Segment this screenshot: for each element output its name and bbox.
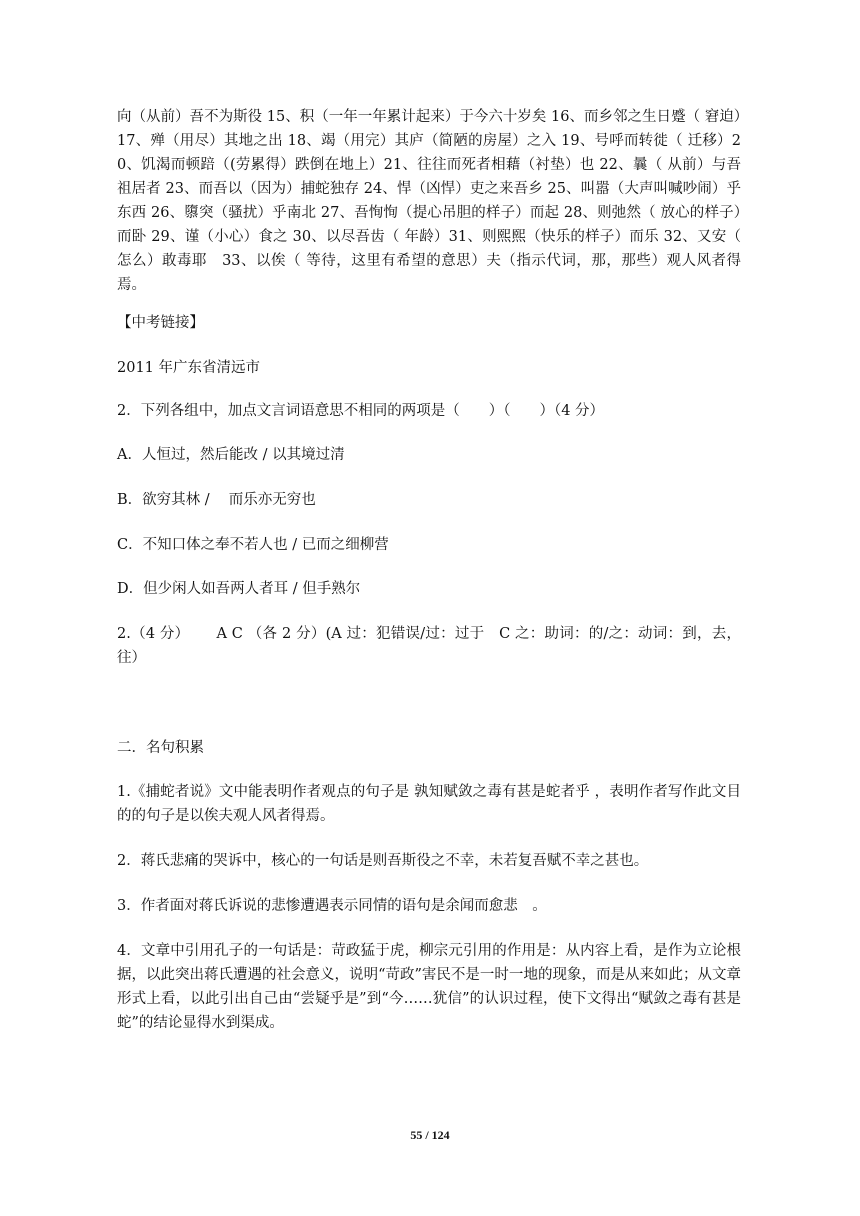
quote-item-2: 2．蒋氏悲痛的哭诉中，核心的一句话是则吾斯役之不幸，未若复吾赋不幸之甚也。: [117, 853, 649, 869]
option-b: B．欲穷其林 / 而乐亦无穷也: [117, 492, 316, 508]
quote-item-3: 3．作者面对蒋氏诉说的悲惨遭遇表示同情的语句是余闻而愈悲 。: [117, 898, 547, 914]
vocabulary-notes: 向（从前）吾不为斯役 15、积（一年一年累计起来）于今六十岁矣 16、而乡邻之生日蹙（ 窘迫）17、殚（用尽）其地之出 18、竭（用完）其庐（简陋的房屋）之入 19、号呼而转徙（ 迁移）20、饥渴而顿踣（(劳累得）跌倒在地上）21、往往而死者相藉（衬垫）也 22、曩（ 从前）与吾祖居者 23、而吾以（因为）捕蛇独存 24、悍（凶悍）吏之来吾乡 25、叫嚣（大声叫喊吵闹）乎东西 26、隳突（骚扰）乎南北 27、吾恂恂（提心吊胆的样子）而起 28、则弛然（ 放心的样子）而卧 29、谨（小心）食之 30、以尽吾齿（ 年龄）31、则熙熙（快乐的样子）而乐 32、又安（ 怎么）敢毒耶 33、以俟（ 等待，这里有希望的意思）夫（指示代词，那，那些）观人风者得焉。: [117, 109, 741, 293]
option-c: C．不知口体之奉不若人也 / 已而之细柳营: [117, 537, 389, 553]
exam-source: 2011 年广东省清远市: [117, 360, 261, 376]
question-text: 2．下列各组中，加点文言词语意思不相同的两项是（ ）（ ）（4 分）: [117, 403, 605, 419]
quote-item-4: 4．文章中引用孔子的一句话是：苛政猛于虎，柳宗元引用的作用是：从内容上看，是作为立论根据，以此突出蒋氏遭遇的社会意义，说明“苛政”害民不是一时一地的现象，而是从来如此；从文章形式上看，以此引出自己由“尝疑乎是”到“今……犹信”的认识过程，使下文得出“赋敛之毒有甚是蛇”的结论显得水到渠成。: [117, 943, 741, 1031]
page-number: 55 / 124: [410, 1128, 450, 1142]
answer-text: 2.（4 分） A C （各 2 分）(A 过：犯错误/过：过于 C 之：助词：的/之：动词：到，去，往）: [117, 626, 741, 666]
option-a: A．人恒过，然后能改 / 以其境过清: [117, 447, 345, 463]
section-heading-exam-link: 【中考链接】: [117, 315, 204, 331]
option-d: D．但少闲人如吾两人者耳 / 但手熟尔: [117, 581, 361, 597]
section-heading-quotes: 二．名句积累: [117, 740, 204, 756]
quote-item-1: 1.《捕蛇者说》文中能表明作者观点的句子是 孰知赋敛之毒有甚是蛇者乎 ，表明作者写作此文目的的句子是以俟夫观人风者得焉。: [117, 784, 741, 824]
